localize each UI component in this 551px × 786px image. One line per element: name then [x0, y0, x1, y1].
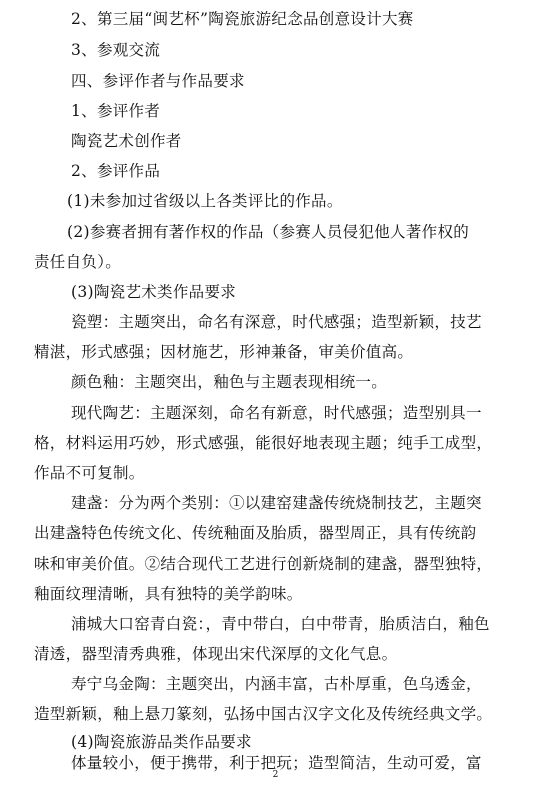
text-line: 颜色釉：主题突出，釉色与主题表现相统一。: [71, 373, 388, 391]
text-line: 体量较小，便于携带，利于把玩；造型简洁，生动可爱，富: [71, 754, 482, 772]
section-heading: 四、参评作者与作品要求: [71, 72, 245, 90]
text-line: 作品不可复制。: [34, 464, 145, 482]
text-line: 2、第三届“闽艺杯”陶瓷旅游纪念品创意设计大赛: [71, 10, 414, 28]
text-line: (2)参赛者拥有著作权的作品（参赛人员侵犯他人著作权的: [67, 223, 470, 241]
text-line: 陶瓷艺术创作者: [71, 132, 182, 150]
text-line: 瓷塑：主题突出，命名有深意，时代感强；造型新颖，技艺: [71, 313, 482, 331]
text-line: 浦城大口窑青白瓷：，青中带白，白中带青，胎质洁白，釉色: [71, 615, 490, 633]
text-line: 1、参评作者: [71, 102, 161, 120]
text-line: 现代陶艺：主题深刻，命名有新意，时代感强；造型别具一: [71, 404, 482, 422]
text-line: 出建盏特色传统文化、传统釉面及胎质，器型周正，具有传统韵: [34, 524, 477, 542]
text-line: 责任自负）。: [34, 253, 122, 271]
text-line: 精湛，形式感强；因材施艺，形神兼备，审美价值高。: [34, 343, 414, 361]
text-line: 造型新颖，釉上悬刀篆刻，弘扬中国古汉字文化及传统经典文学。: [34, 705, 493, 723]
text-line: 味和审美价值。②结合现代工艺进行创新烧制的建盏，器型独特，: [34, 555, 493, 573]
text-line: 清透，器型清秀典雅，体现出宋代深厚的文化气息。: [34, 645, 398, 663]
text-line: 釉面纹理清晰，具有独特的美学韵味。: [34, 585, 303, 603]
text-line: 建盏：分为两个类别：①以建窑建盏传统烧制技艺，主题突: [71, 494, 482, 512]
text-line: (4)陶瓷旅游品类作品要求: [71, 733, 252, 751]
text-line: (3)陶瓷艺术类作品要求: [71, 283, 237, 301]
text-line: (1)未参加过省级以上各类评比的作品。: [67, 192, 343, 210]
text-line: 3、参观交流: [71, 41, 161, 59]
page-number: 2: [272, 770, 279, 780]
text-line: 格，材料运用巧妙，形式感强，能很好地表现主题；纯手工成型，: [34, 434, 493, 452]
text-line: 2、参评作品: [71, 162, 161, 180]
text-line: 寿宁乌金陶：主题突出，内涵丰富，古朴厚重，色乌透金，: [71, 675, 482, 693]
